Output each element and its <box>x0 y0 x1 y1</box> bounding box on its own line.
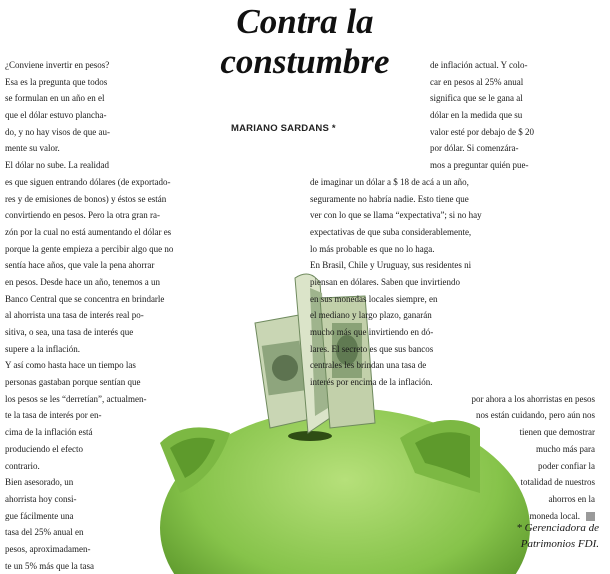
text-line: expectativas de que suba considerablemente, <box>310 226 472 237</box>
text-line: do, y no hay visos de que au- <box>5 126 110 137</box>
right-column <box>310 57 610 524</box>
text-line: res y de emisiones de bonos) y éstos se están <box>5 193 167 204</box>
text-line: piensan en dólares. Saben que invirtiendo <box>310 276 460 287</box>
text-line: mucho más que invirtiendo en dó- <box>310 327 434 337</box>
text-line: por ahora a los ahorristas en pesos <box>471 393 595 404</box>
text-line: ¿Conviene invertir en pesos? <box>5 60 110 70</box>
text-line: contrario. <box>5 460 40 471</box>
text-line: porque la gente empieza a percibir algo que no <box>5 243 174 254</box>
text-line: mucho más para <box>536 443 595 454</box>
text-line: convirtiendo en pesos. Pero la otra gran ra- <box>5 210 160 221</box>
text-line: totalidad de nuestros <box>520 477 595 488</box>
footnote-line-1: * Gerenciadora de <box>516 522 599 534</box>
text-line: Esa es la pregunta que todos <box>5 76 108 87</box>
text-line: ahorros en la <box>548 493 595 504</box>
text-line: moneda local. <box>310 508 610 525</box>
text-line: nos están cuidando, pero aún nos <box>476 410 595 421</box>
footnote <box>516 520 599 552</box>
text-line: significa que se le gana al <box>430 93 523 104</box>
text-line: te la tasa de interés por en- <box>5 410 102 421</box>
text-line: ver con lo que se llama “expectativa”; si no hay <box>310 210 482 221</box>
text-line: centrales les brindan una tasa de <box>310 360 427 371</box>
text-line: interés por encima de la inflación. <box>310 377 433 388</box>
text-line: el mediano y largo plazo, ganarán <box>310 310 432 321</box>
text-line: que el dólar estuvo plancha- <box>5 110 107 121</box>
text-line: lares. El secreto es que sus bancos <box>310 343 434 354</box>
text-line: dólar en la medida que su <box>430 110 523 121</box>
text-line: supere a la inflación. <box>5 343 80 354</box>
text-line: gue fácilmente una <box>5 510 74 521</box>
text-line: pesos, aproximadamen- <box>5 543 91 554</box>
text-line: ahorrista hoy consi- <box>5 493 77 504</box>
text-line: mos a preguntar quién pue- <box>430 160 529 171</box>
byline: MARIANO SARDANS * <box>231 123 336 134</box>
left-column <box>5 57 305 574</box>
text-line: car en pesos al 25% anual <box>430 76 524 87</box>
text-line: El dólar no sube. La realidad <box>5 160 109 171</box>
text-line: Banco Central que se concentra en brindarle <box>5 293 165 304</box>
text-line: al ahorrista una tasa de interés real po- <box>5 310 144 321</box>
text-line: de imaginar un dólar a $ 18 de acá a un año, <box>310 176 469 187</box>
text-line: Bien asesorado, un <box>5 477 74 488</box>
text-line: sentía hace años, que vale la pena ahorrar <box>5 260 155 271</box>
text-line: En Brasil, Chile y Uruguay, sus residentes ni <box>310 260 472 271</box>
text-line: los pesos se les “derretían”, actualmen- <box>5 393 147 404</box>
text-line: de inflación actual. Y colo- <box>430 60 528 70</box>
footnote-line-2: Patrimonios FDI. <box>520 538 599 550</box>
text-line: te un 5% más que la tasa <box>5 560 94 571</box>
text-line: por dólar. Si comenzára- <box>430 143 519 154</box>
text-line: en sus monedas locales siempre, en <box>310 293 438 304</box>
title-line-2: constumbre <box>220 42 390 81</box>
text-line: tienen que demostrar <box>519 427 595 438</box>
text-line: sitiva, o sea, una tasa de interés que <box>5 327 134 337</box>
text-line: Y así como hasta hace un tiempo las <box>5 360 136 371</box>
text-line: se formulan en un año en el <box>5 93 105 104</box>
text-line: lo más probable es que no lo haga. <box>310 243 435 254</box>
text-line: personas gastaban porque sentían que <box>5 377 141 388</box>
text-line: poder confiar la <box>538 460 595 471</box>
text-line: tasa del 25% anual en <box>5 527 84 538</box>
text-line: valor esté por debajo de $ 20 <box>430 126 534 137</box>
text-line: produciendo el efecto <box>5 443 83 454</box>
text-line: mente su valor. <box>5 143 60 154</box>
text-line: seguramente no habría nadie. Esto tiene que <box>310 193 469 204</box>
text-line: cima de la inflación está <box>5 427 93 438</box>
text-line: zón por la cual no está aumentando el dólar es <box>5 226 172 237</box>
title-line-1: Contra la <box>236 2 374 41</box>
text-line: es que siguen entrando dólares (de exportado- <box>5 176 171 187</box>
text-line: en pesos. Desde hace un año, tenemos a un <box>5 276 160 287</box>
